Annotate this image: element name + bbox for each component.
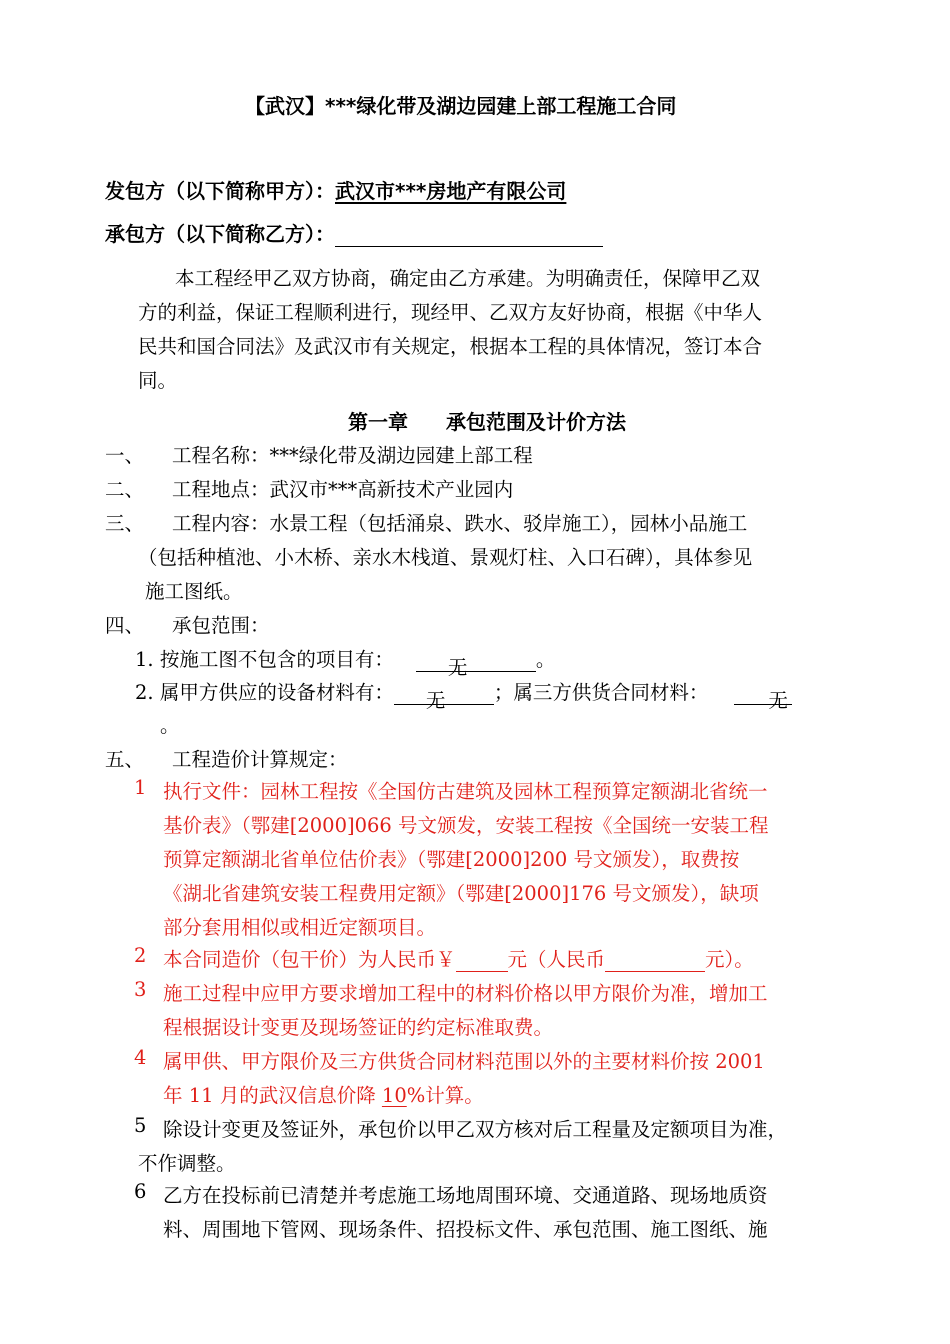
section-5-num: 五、 — [105, 748, 145, 771]
item-1-num: 1 — [134, 776, 147, 799]
section-4-num: 四、 — [105, 614, 145, 637]
chapter-title: 承包范围及计价方法 — [446, 410, 626, 434]
chapter-number: 第一章 — [348, 410, 408, 434]
section-2-text: 工程地点：武汉市***高新技术产业园内 — [172, 478, 514, 501]
item-3-line-1: 施工过程中应甲方要求增加工程中的材料价格以甲方限价为准，增加工 — [163, 982, 768, 1005]
item-4-line-1: 属甲供、甲方限价及三方供货合同材料范围以外的主要材料价按 2001 — [163, 1050, 765, 1073]
item-2-line — [163, 944, 754, 972]
item-1-line-5: 部分套用相似或相近定额项目。 — [163, 916, 437, 939]
document-title: 【武汉】***绿化带及湖边园建上部工程施工合同 — [245, 94, 677, 118]
section-3-line-2: （包括种植池、小木桥、亲水木栈道、景观灯柱、入口石碑），具体参见 — [138, 546, 753, 569]
item-2-text-b: 元（人民币 — [507, 948, 606, 971]
item-4-2-mid: ；属三方供货合同材料： — [493, 681, 709, 704]
item-5-line-1: 除设计变更及签证外，承包价以甲乙双方核对后工程量及定额项目为准， — [163, 1118, 788, 1141]
section-2-num: 二、 — [105, 478, 145, 501]
item-6-line-1: 乙方在投标前已清楚并考虑施工场地周围环境、交通道路、现场地质资 — [163, 1184, 768, 1207]
section-5-text: 工程造价计算规定： — [172, 748, 348, 771]
item-4-line-2c: %计算。 — [406, 1084, 484, 1107]
item-4-1-text: 按施工图不包含的项目有： — [159, 648, 394, 671]
section-3-num: 三、 — [105, 512, 145, 535]
item-4-2-blank-2 — [734, 685, 792, 712]
intro-line-2: 方的利益，保证工程顺利进行，现经甲、乙双方友好协商，根据《中华人 — [138, 301, 763, 324]
item-4-line-2a: 年 11 月的武汉信息价降 — [163, 1084, 382, 1107]
section-1-text: 工程名称：***绿化带及湖边园建上部工程 — [172, 444, 533, 467]
item-1-line-4: 《湖北省建筑安装工程费用定额》（鄂建[2000]176 号文颁发），缺项 — [163, 882, 759, 905]
party-a-label: 发包方（以下简称甲方）： — [105, 179, 335, 203]
item-4-percent: 10 — [381, 1084, 407, 1107]
item-1-line-2: 基价表》（鄂建[2000]066 号文颁发，安装工程按《全国统一安装工程 — [163, 814, 769, 837]
intro-line-1: 本工程经甲乙双方协商，确定由乙方承建。为明确责任，保障甲乙双 — [175, 267, 761, 290]
contract-price-blank — [456, 951, 508, 972]
section-4-text: 承包范围： — [172, 614, 270, 637]
item-4-1-end: 。 — [535, 648, 556, 671]
item-1-line-1: 执行文件：园林工程按《全国仿古建筑及园林工程预算定额湖北省统一 — [163, 780, 768, 803]
contract-price-words-blank — [605, 951, 705, 972]
section-1-num: 一、 — [105, 444, 145, 467]
item-2-num: 2 — [134, 944, 147, 967]
item-2-text-a: 本合同造价（包干价）为人民币￥ — [163, 948, 456, 971]
item-4-1 — [135, 644, 556, 679]
item-2-text-c: 元）。 — [705, 948, 754, 971]
party-a-line — [105, 175, 566, 204]
section-3-line-1: 工程内容：水景工程（包括涌泉、跌水、驳岸施工），园林小品施工 — [172, 512, 748, 535]
intro-line-4: 同。 — [138, 369, 178, 392]
item-6-line-2: 料、周围地下管网、现场条件、招投标文件、承包范围、施工图纸、施 — [163, 1218, 768, 1241]
item-4-line-2 — [163, 1080, 484, 1108]
party-b-line — [105, 218, 603, 247]
party-a-value: 武汉市***房地产有限公司 — [335, 179, 567, 203]
item-4-1-blank — [416, 652, 536, 679]
item-4-1-num: 1. — [135, 648, 154, 671]
item-3-line-2: 程根据设计变更及现场签证的约定标准取费。 — [163, 1016, 554, 1039]
chapter-heading — [348, 406, 626, 435]
item-4-2-blank-1 — [394, 685, 494, 712]
item-6-num: 6 — [134, 1180, 147, 1203]
item-1-line-3: 预算定额湖北省单位估价表》（鄂建[2000]200 号文颁发），取费按 — [163, 848, 740, 871]
item-4-1-value: 无 — [447, 656, 468, 679]
item-5-line-2: 不作调整。 — [138, 1152, 236, 1175]
section-3-line-3: 施工图纸。 — [145, 580, 243, 603]
item-4-num: 4 — [134, 1046, 147, 1069]
item-4-2-value-2: 无 — [768, 689, 788, 712]
item-4-2-num: 2. — [135, 681, 154, 704]
item-5-num: 5 — [134, 1114, 147, 1137]
item-4-2-value-1: 无 — [425, 689, 446, 712]
party-b-label: 承包方（以下简称乙方）： — [105, 222, 335, 246]
item-3-num: 3 — [134, 978, 147, 1001]
party-b-blank — [335, 226, 603, 247]
item-4-2-text: 属甲方供应的设备材料有： — [159, 681, 394, 704]
intro-line-3: 民共和国合同法》及武汉市有关规定，根据本工程的具体情况，签订本合 — [138, 335, 763, 358]
item-4-2 — [135, 677, 792, 712]
item-4-2-end: 。 — [160, 714, 180, 737]
